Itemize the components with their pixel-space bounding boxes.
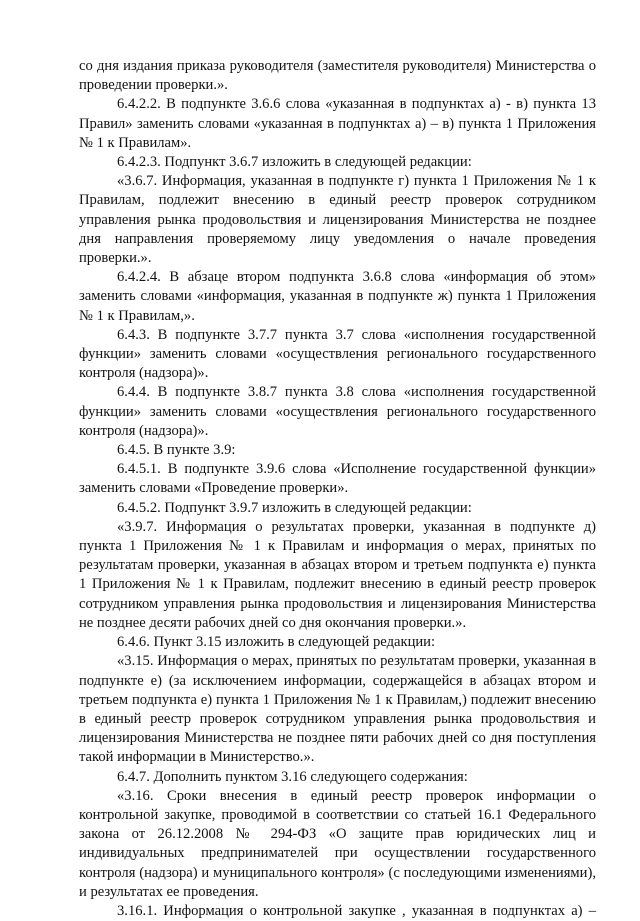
paragraph-quote-3-16: «3.16. Сроки внесения в единый реестр проверок информации о контрольной закупке, проводимой в соответствии со статьей 16.1 Федерального закона от 26.12.2008 № 294-ФЗ «О защите прав юридических лиц и индивидуальных предпринимателей при осуществлении государственного контроля (надзора) и муниципального контроля» (с последующими изменениями), и результатах ее проведения. [79,787,596,900]
paragraph-6-4-4: 6.4.4. В подпункте 3.8.7 пункта 3.8 слова «исполнения государственной функции» заменить словами «осуществления регионального государственного контроля (надзора)». [79,384,596,439]
document-page [79,57,596,921]
paragraph-quote-3-15: «3.15. Информация о мерах, принятых по результатам проверки, указанная в подпункте е) (за исключением информации, содержащейся в абзацах втором и третьем подпункта е) пункта 1 Приложения № 1 к Правилам,) подлежит внесению в единый реестр проверок сотрудником управления рынка продовольствия и лицензирования Министерства не позднее пяти рабочих дней со дня поступления такой информации в Министерство.». [79,653,596,766]
paragraph-6-4-5-1: 6.4.5.1. В подпункте 3.9.6 слова «Исполнение государственной функции» заменить словами «Проведение проверки». [79,461,596,497]
paragraph-6-4-5: 6.4.5. В пункте 3.9: [117,442,236,459]
paragraph-6-4-7: 6.4.7. Дополнить пунктом 3.16 следующего содержания: [117,768,468,785]
paragraph-quote-3-9-7: «3.9.7. Информация о результатах проверки, указанная в подпункте д) пункта 1 Приложения № 1 к Правилам и информация о мерах, принятых по результатам проверки, указанная в абзацах втором и третьем подпункта е) пункта 1 Приложения № 1 к Правилам, подлежит внесению в единый реестр проверок сотрудником управления рынка продовольствия и лицензирования Министерства не позднее десяти рабочих дней со дня окончания проверки.». [79,518,596,631]
paragraph-quote-3-6-7: «3.6.7. Информация, указанная в подпункте г) пункта 1 Приложения № 1 к Правилам, подлежит внесению в единый реестр проверок сотрудником управления рынка продовольствия и лицензирования Министерства не позднее дня направления проверяемому лицу уведомления о начале проведения проверки.». [79,173,596,267]
paragraph-6-4-2-4: 6.4.2.4. В абзаце втором подпункта 3.6.8 слова «информация об этом» заменить словами «информация, указанная в подпункте ж) пункта 1 Приложения № 1 к Правилам,». [79,269,596,324]
paragraph-6-4-6: 6.4.6. Пункт 3.15 изложить в следующей редакции: [117,634,436,651]
paragraph-6-4-3: 6.4.3. В подпункте 3.7.7 пункта 3.7 слова «исполнения государственной функции» заменить словами «осуществления регионального государственного контроля (надзора)». [79,326,596,382]
paragraph-6-4-2-3: 6.4.2.3. Подпункт 3.6.7 изложить в следующей редакции: [117,154,472,171]
paragraph-continuation: со дня издания приказа руководителя (заместителя руководителя) Министерства о проведении проверки.». [79,58,596,94]
paragraph-6-4-5-2: 6.4.5.2. Подпункт 3.9.7 изложить в следующей редакции: [117,499,472,516]
paragraph-6-4-2-2: 6.4.2.2. В подпункте 3.6.6 слова «указанная в подпунктах а) - в) пункта 13 Правил» заменить словами «указанная в подпунктах а) – в) пункта 1 Приложения № 1 к Правилам». [79,96,596,151]
paragraph-3-16-1: 3.16.1. Информация о контрольной закупке , указанная в подпунктах а) – [117,902,596,919]
